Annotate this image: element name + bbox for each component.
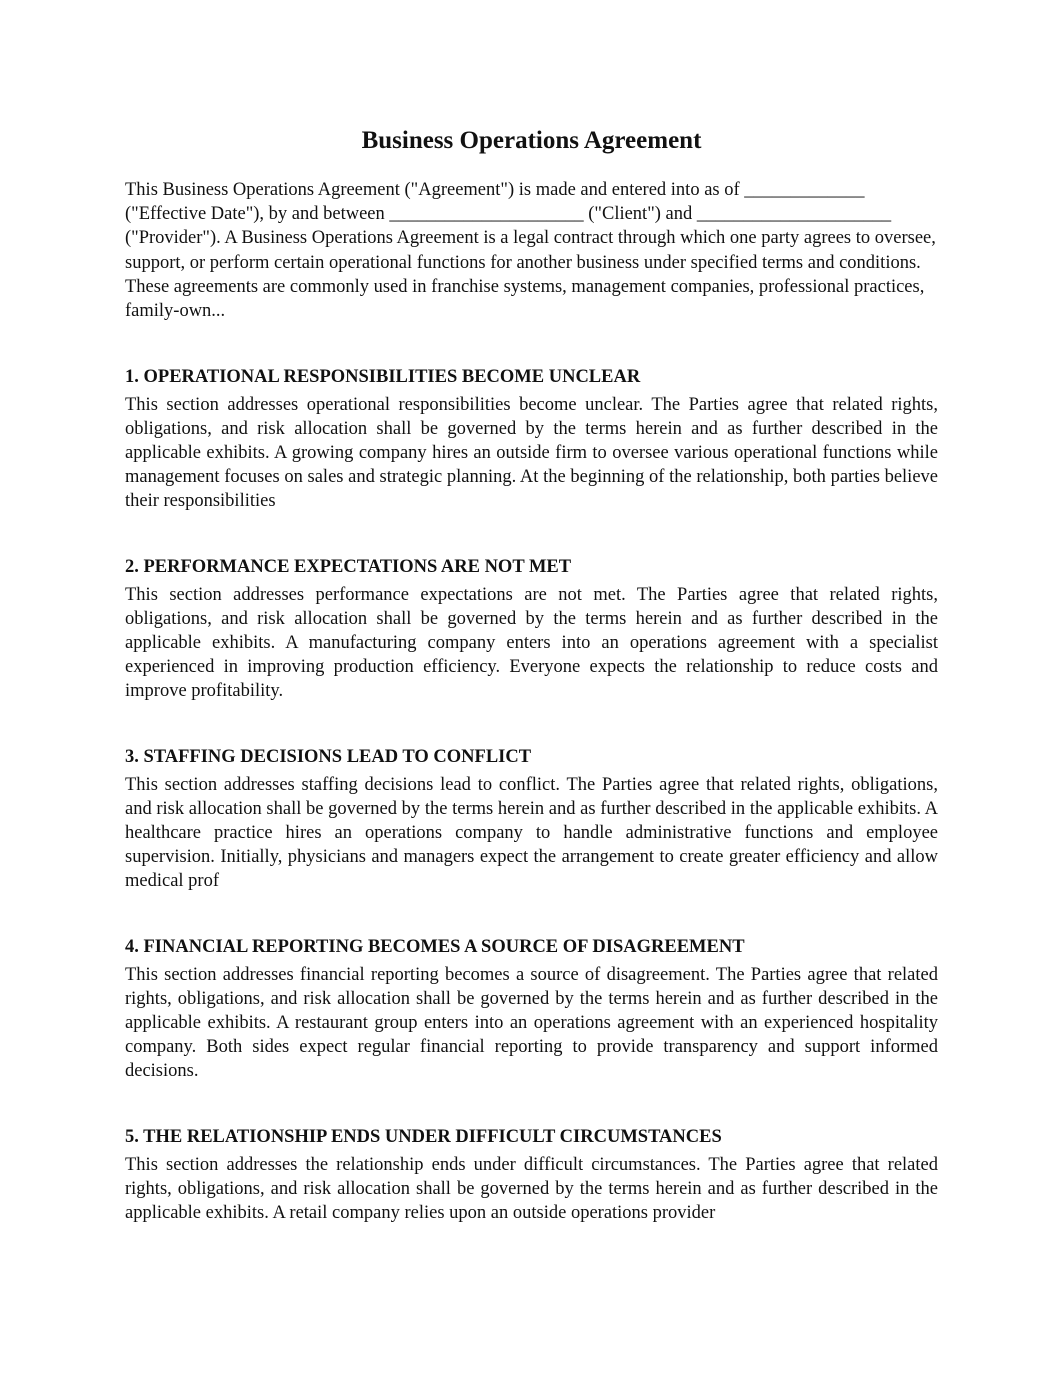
section-heading: 5. THE RELATIONSHIP ENDS UNDER DIFFICULT CIRCUMSTANCES [125, 1127, 722, 1148]
section-2 [125, 555, 938, 703]
section-body: This section addresses staffing decisions lead to conflict. The Parties agree that related rights, obligations, and risk allocation shall be governed by the terms herein and as further described in the applicable exhibits. A healthcare practice hires an operations company to handle administrative functions and employee supervision. Initially, physicians and managers expect the arrangement to create greater efficiency and allow medical prof [125, 775, 938, 892]
intro-paragraph: This Business Operations Agreement ("Agreement") is made and entered into as of _____________ ("Effective Date"), by and between _____________________ ("Client") and _____________________ ("Provider"). A Business Operations Agreement is a legal contract through which one party agrees to oversee, support, or perform certain operational functions for another business under specified terms and conditions. These agreements are commonly used in franchise systems, management companies, professional practices, family-own... [125, 180, 936, 322]
document-content [125, 124, 938, 1225]
section-body: This section addresses financial reporting becomes a source of disagreement. The Parties agree that related rights, obligations, and risk allocation shall be governed by the terms herein and as further described in the applicable exhibits. A restaurant group enters into an operations agreement with an experienced hospitality company. Both sides expect regular financial reporting to provide transparency and support informed decisions. [125, 965, 938, 1082]
section-heading: 4. FINANCIAL REPORTING BECOMES A SOURCE OF DISAGREEMENT [125, 937, 745, 958]
section-body: This section addresses the relationship ends under difficult circumstances. The Parties agree that related rights, obligations, and risk allocation shall be governed by the terms herein and as further described in the applicable exhibits. A retail company relies upon an outside operations provider [125, 1155, 938, 1224]
section-1 [125, 365, 938, 513]
section-body: This section addresses performance expectations are not met. The Parties agree that related rights, obligations, and risk allocation shall be governed by the terms herein and as further described in the applicable exhibits. A manufacturing company enters into an operations agreement with a specialist experienced in improving production efficiency. Everyone expects the relationship to reduce costs and improve profitability. [125, 585, 938, 702]
section-heading: 2. PERFORMANCE EXPECTATIONS ARE NOT MET [125, 557, 572, 578]
section-3 [125, 745, 938, 893]
section-body: This section addresses operational responsibilities become unclear. The Parties agree that related rights, obligations, and risk allocation shall be governed by the terms herein and as further described in the applicable exhibits. A growing company hires an outside firm to oversee various operational functions while management focuses on sales and strategic planning. At the beginning of the relationship, both parties believe their responsibilities [125, 395, 938, 512]
section-4 [125, 935, 938, 1083]
section-5 [125, 1125, 938, 1225]
section-heading: 3. STAFFING DECISIONS LEAD TO CONFLICT [125, 747, 532, 768]
document-title: Business Operations Agreement [361, 127, 702, 154]
section-heading: 1. OPERATIONAL RESPONSIBILITIES BECOME UNCLEAR [125, 367, 641, 388]
